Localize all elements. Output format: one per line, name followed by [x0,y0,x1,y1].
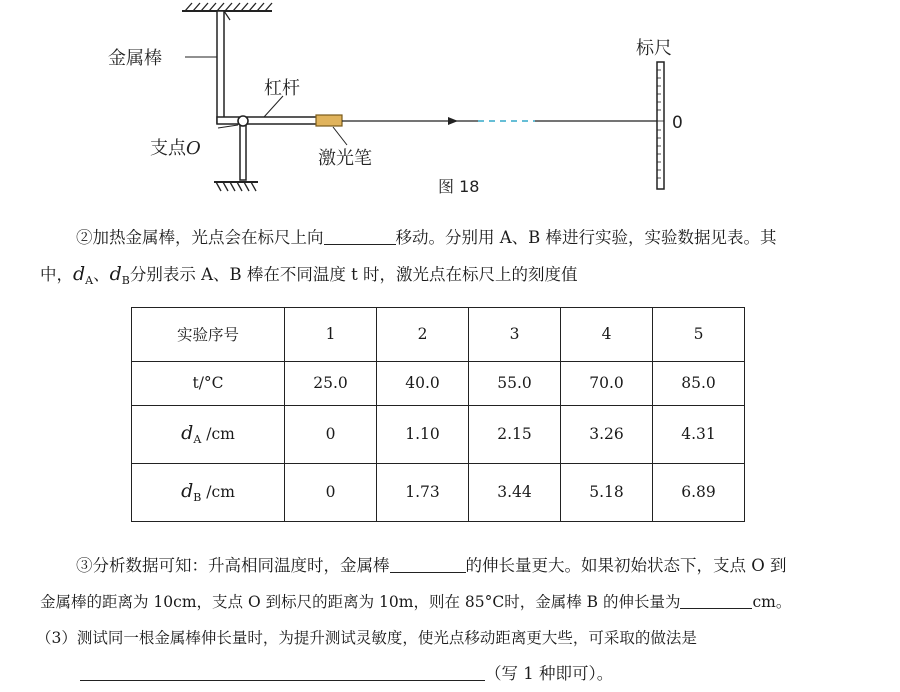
table-cell: 1.73 [377,463,469,521]
table-cell: 0 [285,405,377,463]
table-cell: 40.0 [377,361,469,405]
table-cell: 5 [653,308,745,362]
table-cell: $d_B$ /cm [132,463,285,521]
laser-pen [316,115,342,126]
table-cell: 6.89 [653,463,745,521]
table-cell: 5.18 [561,463,653,521]
ruler-zero-label: 0 [672,113,683,133]
p2-line-2: 中，$d_A$、$d_B$分别表示 A、B 棒在不同温度 t 时，激光点在标尺上的刻度值 [40,263,578,287]
answer-blank-rod[interactable] [390,554,466,573]
table-cell: 55.0 [469,361,561,405]
q3-line-1: （3）测试同一根金属棒伸长量时，为提升测试灵敏度，使光点移动距离更大些，可采取的做法是 [36,629,697,647]
table-cell: 70.0 [561,361,653,405]
data-table [131,307,745,522]
laser-label: 激光笔 [318,148,372,169]
lever-label: 杠杆 [264,78,300,99]
table-row-temperature [132,361,745,405]
table-row-header [132,308,745,362]
table-cell: 3.44 [469,463,561,521]
table-cell: 4 [561,308,653,362]
lever-leader [264,96,283,117]
support-post [240,124,246,180]
table-cell: 3.26 [561,405,653,463]
paragraph-3 [40,548,882,620]
figure-18-diagram [0,0,900,205]
pivot-point [238,116,248,126]
figure-caption: 图 18 [438,177,480,196]
table-cell: t/°C [132,361,285,405]
var-db: $d_B$ [109,263,130,287]
lever-bar [217,117,317,124]
table-row-db [132,463,745,521]
metal-rod [217,11,224,123]
rod-label: 金属棒 [108,48,162,69]
question-3 [36,620,878,692]
pivot-label: 支点O [150,138,201,159]
table-cell: 0 [285,463,377,521]
table-cell: 4.31 [653,405,745,463]
table-cell: 25.0 [285,361,377,405]
floor-hatch [216,182,256,191]
var-da: $d_A$ [73,263,94,287]
table-cell: 1.10 [377,405,469,463]
table-cell: 1 [285,308,377,362]
paragraph-2 [40,220,882,299]
table-cell: 2.15 [469,405,561,463]
pivot-leader [218,125,238,128]
answer-blank-elongation[interactable] [680,590,752,609]
p3-line-1: ③分析数据可知：升高相同温度时，金属棒 的伸长量更大。如果初始状态下，支点 O 到 [76,556,787,575]
laser-leader [333,127,347,145]
p3-line-2: 金属棒的距离为 10cm，支点 O 到标尺的距离为 10m，则在 85°C时，金属棒 B 的伸长量为 cm。 [40,584,882,620]
ruler-label: 标尺 [636,38,672,59]
beam-arrow [448,117,458,125]
ceiling-hatch [185,3,272,11]
table-cell: 2 [377,308,469,362]
p2-line-1: ②加热金属棒，光点会在标尺上向 移动。分别用 A、B 棒进行实验，实验数据见表。其 [76,228,777,247]
table-row-da [132,405,745,463]
answer-blank-direction[interactable] [324,226,396,245]
table-cell: 85.0 [653,361,745,405]
table-cell: 3 [469,308,561,362]
q3-line-2: （写 1 种即可）。 [36,656,878,692]
table-cell: $d_A$ /cm [132,405,285,463]
answer-blank-method[interactable] [80,662,485,681]
table-cell: 实验序号 [132,308,285,362]
